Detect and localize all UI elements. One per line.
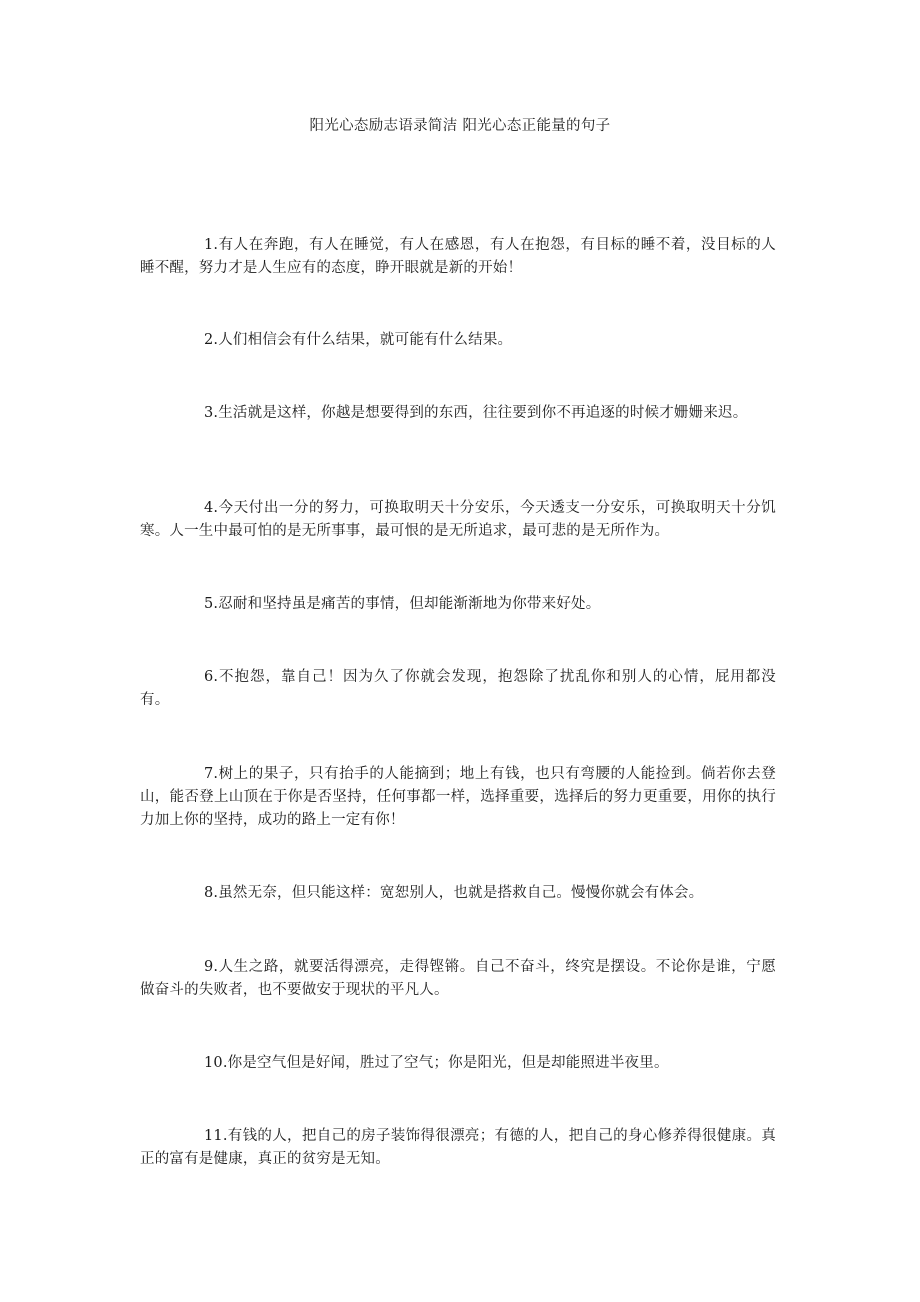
page-title: 阳光心态励志语录简洁 阳光心态正能量的句子: [309, 118, 611, 134]
quote-paragraph-8: 8.虽然无奈，但只能这样：宽恕别人，也就是搭救自己。慢慢你就会有体会。: [204, 885, 704, 901]
quote-paragraph-5: 5.忍耐和坚持虽是痛苦的事情，但却能渐渐地为你带来好处。: [204, 596, 601, 612]
quote-paragraph-9: 9.人生之路，就要活得漂亮，走得铿锵。自己不奋斗，终究是摆设。不论你是谁，宁愿做奋斗的失败者，也不要做安于现状的平凡人。: [140, 959, 776, 998]
quote-paragraph-2: 2.人们相信会有什么结果，就可能有什么结果。: [204, 332, 513, 348]
quote-paragraph-3: 3.生活就是这样，你越是想要得到的东西，往往要到你不再追逐的时候才姗姗来迟。: [204, 405, 748, 421]
quote-paragraph-1: 1.有人在奔跑，有人在睡觉，有人在感恩，有人在抱怨，有目标的睡不着，没目标的人睡不醒，努力才是人生应有的态度，睁开眼就是新的开始！: [140, 237, 776, 276]
quote-paragraph-10: 10.你是空气但是好闻，胜过了空气；你是阳光，但是却能照进半夜里。: [204, 1055, 669, 1071]
quote-paragraph-11: 11.有钱的人，把自己的房子装饰得很漂亮；有德的人，把自己的身心修养得很健康。真正的富有是健康，真正的贫穷是无知。: [140, 1128, 776, 1167]
quote-paragraph-4: 4.今天付出一分的努力，可换取明天十分安乐，今天透支一分安乐，可换取明天十分饥寒。人一生中最可怕的是无所事事，最可恨的是无所追求，最可悲的是无所作为。: [140, 500, 776, 539]
quote-paragraph-7: 7.树上的果子，只有抬手的人能摘到；地上有钱，也只有弯腰的人能捡到。倘若你去登山，能否登上山顶在于你是否坚持，任何事都一样，选择重要，选择后的努力更重要，用你的执行力加上你的坚持，成功的路上一定有你！: [140, 766, 776, 828]
quote-paragraph-6: 6.不抱怨，靠自己！因为久了你就会发现，抱怨除了扰乱你和别人的心情，屁用都没有。: [140, 669, 776, 708]
